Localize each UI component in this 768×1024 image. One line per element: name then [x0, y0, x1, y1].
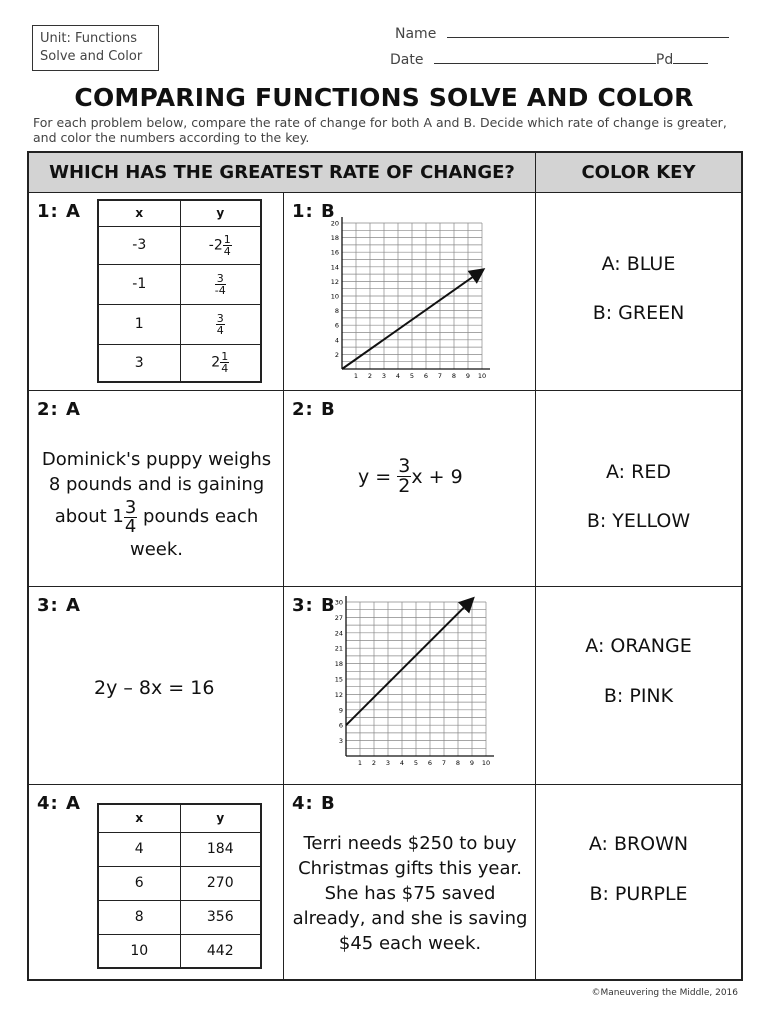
y-value: 270	[180, 866, 261, 900]
key-2-cell	[536, 391, 741, 587]
y-tick-label: 27	[334, 613, 343, 622]
y-value: -2 $\frac{1}{4}$	[180, 226, 261, 264]
page-title: COMPARING FUNCTIONS SOLVE AND COLOR	[74, 83, 694, 112]
problem-4-b-cell	[284, 785, 536, 979]
unit-line-1: Unit: Functions	[40, 31, 138, 46]
y-value: $\frac{3}{4}$	[180, 304, 261, 344]
y-tick-label: 10	[330, 292, 339, 301]
table-row	[98, 900, 261, 934]
x-value: -3	[98, 226, 180, 264]
y-tick-label: 24	[334, 629, 343, 638]
problem-3-b-cell	[284, 587, 536, 785]
x-value: 4	[98, 832, 180, 866]
y-tick-label: 16	[330, 248, 339, 257]
copyright-credit: ©Maneuvering the Middle, 2016	[591, 988, 738, 998]
y-tick-label: 6	[334, 321, 339, 330]
series-line	[346, 599, 472, 725]
date-blank[interactable]	[434, 50, 656, 64]
key-4-cell	[536, 785, 741, 979]
y-value: 442	[180, 934, 261, 968]
x-tick-label: 8	[451, 372, 457, 380]
y-tick-label: 21	[334, 644, 343, 653]
x-header: x	[98, 804, 180, 832]
x-tick-label: 1	[357, 759, 363, 767]
x-tick-label: 2	[367, 372, 373, 380]
question-header-text: WHICH HAS THE GREATEST RATE OF CHANGE?	[49, 162, 515, 183]
key-1-cell	[536, 193, 741, 391]
table-row	[98, 226, 261, 264]
x-tick-label: 10	[477, 372, 487, 380]
color-key-header	[536, 153, 741, 193]
key-3-b: B: PINK	[603, 685, 674, 707]
problem-1-a-table	[97, 199, 262, 383]
problem-1-a-label: 1: A	[37, 201, 81, 222]
x-tick-label: 9	[469, 759, 475, 767]
x-tick-label: 8	[455, 759, 461, 767]
x-tick-label: 5	[409, 372, 415, 380]
key-3-cell	[536, 587, 741, 785]
problem-4-b-label: 4: B	[292, 793, 336, 814]
problem-2-b-label: 2: B	[292, 399, 336, 420]
x-tick-label: 7	[437, 372, 443, 380]
unit-label-box	[32, 25, 159, 71]
x-tick-label: 1	[353, 372, 359, 380]
x-tick-label: 5	[413, 759, 419, 767]
x-tick-label: 10	[481, 759, 491, 767]
key-2-a: A: RED	[606, 461, 671, 483]
problem-2-a-label: 2: A	[37, 399, 81, 420]
problem-3-a-equation: 2y – 8x = 16	[94, 677, 215, 699]
unit-line-2: Solve and Color	[40, 49, 143, 64]
key-4-b: B: PURPLE	[589, 883, 688, 905]
problem-4-b-story: Terri needs $250 to buy Christmas gifts this year. She has $75 saved already, and she is saving $45 each week.	[292, 833, 528, 954]
x-value: 3	[98, 344, 180, 382]
worksheet-table	[27, 151, 743, 981]
key-2-b: B: YELLOW	[586, 510, 691, 532]
x-value: 10	[98, 934, 180, 968]
pd-blank[interactable]	[673, 50, 708, 64]
y-tick-label: 12	[334, 690, 343, 699]
problem-2-a-cell	[29, 391, 284, 587]
x-header: x	[98, 200, 180, 226]
problem-3-a-cell	[29, 587, 284, 785]
y-value: 2 $\frac{1}{4}$	[180, 344, 261, 382]
problem-2-b-equation: y = $\frac{3}{2}$ x + 9	[358, 455, 463, 497]
y-tick-label: 15	[334, 675, 343, 684]
problem-2-b-cell	[284, 391, 536, 587]
y-tick-label: 18	[334, 660, 343, 669]
grid-lines	[346, 602, 486, 756]
y-value: $\frac{3}{-4}$	[180, 264, 261, 304]
y-tick-label: 30	[334, 598, 343, 607]
y-tick-label: 18	[330, 234, 339, 243]
x-value: 1	[98, 304, 180, 344]
x-value: 6	[98, 866, 180, 900]
table-row	[98, 304, 261, 344]
problem-1-b-graph	[324, 215, 514, 385]
key-1-b: B: GREEN	[592, 302, 685, 324]
key-3-a: A: ORANGE	[585, 635, 692, 657]
y-tick-label: 8	[334, 307, 339, 316]
x-tick-label: 4	[399, 759, 405, 767]
instructions: For each problem below, compare the rate of change for both A and B. Decide which rate of change is greater, and color the numbers according to the key.	[33, 115, 727, 145]
problem-4-a-table	[97, 803, 262, 969]
problem-3-b-graph	[324, 595, 514, 775]
y-tick-label: 6	[338, 721, 343, 730]
x-tick-label: 9	[465, 372, 471, 380]
question-header	[29, 153, 536, 193]
pd-label: Pd	[655, 52, 674, 68]
x-tick-label: 7	[441, 759, 447, 767]
x-value: -1	[98, 264, 180, 304]
x-value: 8	[98, 900, 180, 934]
problem-2-a-story: Dominick's puppy weighs 8 pounds and is gaining about 1 $\frac{3}{4}$ pounds each week.	[41, 449, 272, 560]
y-tick-label: 20	[330, 219, 339, 228]
name-blank[interactable]	[447, 24, 729, 38]
problem-1-b-label: 1: B	[292, 201, 336, 222]
date-label: Date	[390, 52, 424, 68]
x-tick-label: 3	[381, 372, 387, 380]
grid-lines	[342, 223, 482, 369]
table-row	[98, 344, 261, 382]
key-4-a: A: BROWN	[588, 833, 689, 855]
y-value: 184	[180, 832, 261, 866]
date-field[interactable]	[390, 50, 708, 68]
problem-3-a-label: 3: A	[37, 595, 81, 616]
y-tick-label: 12	[330, 277, 339, 286]
table-row	[98, 264, 261, 304]
name-label: Name	[395, 26, 437, 42]
key-1-a: A: BLUE	[601, 253, 676, 275]
y-tick-label: 2	[334, 350, 339, 359]
y-header: y	[180, 200, 261, 226]
y-tick-label: 3	[338, 737, 343, 746]
table-row	[98, 934, 261, 968]
x-tick-label: 4	[395, 372, 401, 380]
problem-3-b-label: 3: B	[292, 595, 336, 616]
table-row	[98, 832, 261, 866]
y-tick-label: 4	[334, 336, 339, 345]
problem-4-a-label: 4: A	[37, 793, 81, 814]
problem-1-b-cell	[284, 193, 536, 391]
problem-1-a-cell	[29, 193, 284, 391]
x-tick-label: 2	[371, 759, 377, 767]
x-tick-label: 6	[427, 759, 433, 767]
table-row	[98, 866, 261, 900]
x-tick-label: 6	[423, 372, 429, 380]
color-key-header-text: COLOR KEY	[581, 162, 696, 183]
problem-4-a-cell	[29, 785, 284, 979]
x-tick-label: 3	[385, 759, 391, 767]
y-tick-label: 9	[338, 706, 343, 715]
y-header: y	[180, 804, 261, 832]
name-field[interactable]	[395, 24, 729, 42]
y-value: 356	[180, 900, 261, 934]
y-tick-label: 14	[330, 263, 339, 272]
